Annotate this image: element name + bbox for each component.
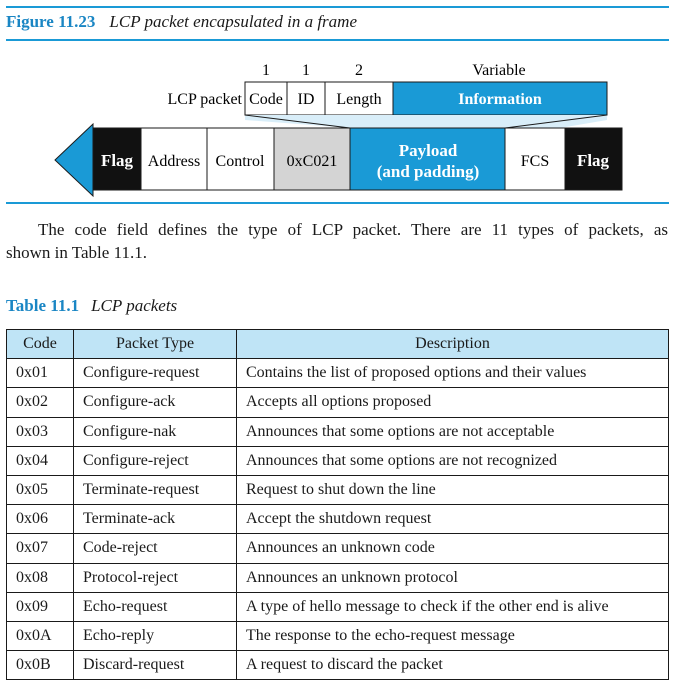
packet-type-cell: Configure-ack	[74, 388, 237, 417]
packet-type-cell: Discard-request	[74, 651, 237, 680]
header-code: Code	[7, 330, 74, 359]
table-row	[7, 621, 669, 650]
information-field-label: Information	[458, 91, 542, 108]
table-row	[7, 505, 669, 534]
code-cell: 0x04	[7, 446, 74, 475]
id-field-label: ID	[297, 91, 315, 108]
packet-type-cell: Configure-nak	[74, 417, 237, 446]
paragraph-line-1: The code field defines the type of LCP packet. There are 11 types of packets, as	[38, 220, 668, 239]
length-size-label: 2	[355, 62, 363, 79]
packet-type-cell: Terminate-request	[74, 475, 237, 504]
paragraph-line-2: shown in Table 11.1.	[6, 243, 147, 262]
address-label: Address	[147, 153, 201, 170]
figure-caption: LCP packet encapsulated in a frame	[109, 12, 357, 31]
fcs-label: FCS	[520, 153, 550, 170]
description-cell: A request to discard the packet	[237, 651, 669, 680]
id-size-label: 1	[302, 62, 310, 79]
body-paragraph	[6, 218, 668, 264]
table-row	[7, 592, 669, 621]
description-cell: Contains the list of proposed options and their values	[237, 359, 669, 388]
code-cell: 0x0B	[7, 651, 74, 680]
payload-label: Payload	[398, 141, 458, 160]
information-size-label: Variable	[472, 62, 526, 79]
table-row	[7, 563, 669, 592]
packet-type-cell: Echo-reply	[74, 621, 237, 650]
table-row	[7, 388, 669, 417]
description-cell: Announces that some options are not recognized	[237, 446, 669, 475]
packet-type-cell: Echo-request	[74, 592, 237, 621]
description-cell: Request to shut down the line	[237, 475, 669, 504]
frame-arrow-head	[55, 124, 93, 196]
description-cell: Announces an unknown code	[237, 534, 669, 563]
description-cell: Announces an unknown protocol	[237, 563, 669, 592]
code-size-label: 1	[262, 62, 270, 79]
table-row	[7, 651, 669, 680]
table-title	[6, 296, 177, 316]
length-field-label: Length	[336, 91, 382, 108]
code-cell: 0x03	[7, 417, 74, 446]
table-body	[7, 359, 669, 680]
lcp-packets-table	[6, 329, 669, 680]
table-header-row	[7, 330, 669, 359]
code-cell: 0x08	[7, 563, 74, 592]
code-cell: 0x01	[7, 359, 74, 388]
table-caption: LCP packets	[91, 296, 178, 315]
figure-top-rule	[6, 6, 669, 8]
flag-left-label: Flag	[100, 151, 134, 170]
table-row	[7, 534, 669, 563]
description-cell: Accepts all options proposed	[237, 388, 669, 417]
description-cell: A type of hello message to check if the other end is alive	[237, 592, 669, 621]
lcp-packet-label: LCP packet	[167, 91, 242, 108]
control-label: Control	[215, 153, 265, 170]
packet-type-cell: Code-reject	[74, 534, 237, 563]
payload-padding-label: (and padding)	[376, 162, 480, 181]
packet-type-cell: Protocol-reject	[74, 563, 237, 592]
description-cell: Accept the shutdown request	[237, 505, 669, 534]
code-cell: 0x0A	[7, 621, 74, 650]
packet-type-cell: Terminate-ack	[74, 505, 237, 534]
table-row	[7, 446, 669, 475]
protocol-label: 0xC021	[286, 153, 338, 170]
code-cell: 0x02	[7, 388, 74, 417]
table-number: Table 11.1	[6, 296, 80, 315]
header-description: Description	[237, 330, 669, 359]
code-cell: 0x07	[7, 534, 74, 563]
figure-title	[6, 12, 357, 32]
table-row	[7, 475, 669, 504]
table-row	[7, 359, 669, 388]
packet-type-cell: Configure-request	[74, 359, 237, 388]
figure-number: Figure 11.23	[6, 12, 96, 31]
figure-bottom-rule	[6, 202, 669, 204]
flag-right-label: Flag	[576, 151, 610, 170]
code-cell: 0x09	[7, 592, 74, 621]
lcp-frame-diagram	[0, 40, 676, 240]
code-cell: 0x06	[7, 505, 74, 534]
description-cell: Announces that some options are not acceptable	[237, 417, 669, 446]
table-row	[7, 417, 669, 446]
description-cell: The response to the echo-request message	[237, 621, 669, 650]
code-field-label: Code	[249, 91, 283, 108]
packet-type-cell: Configure-reject	[74, 446, 237, 475]
code-cell: 0x05	[7, 475, 74, 504]
header-packet-type: Packet Type	[74, 330, 237, 359]
